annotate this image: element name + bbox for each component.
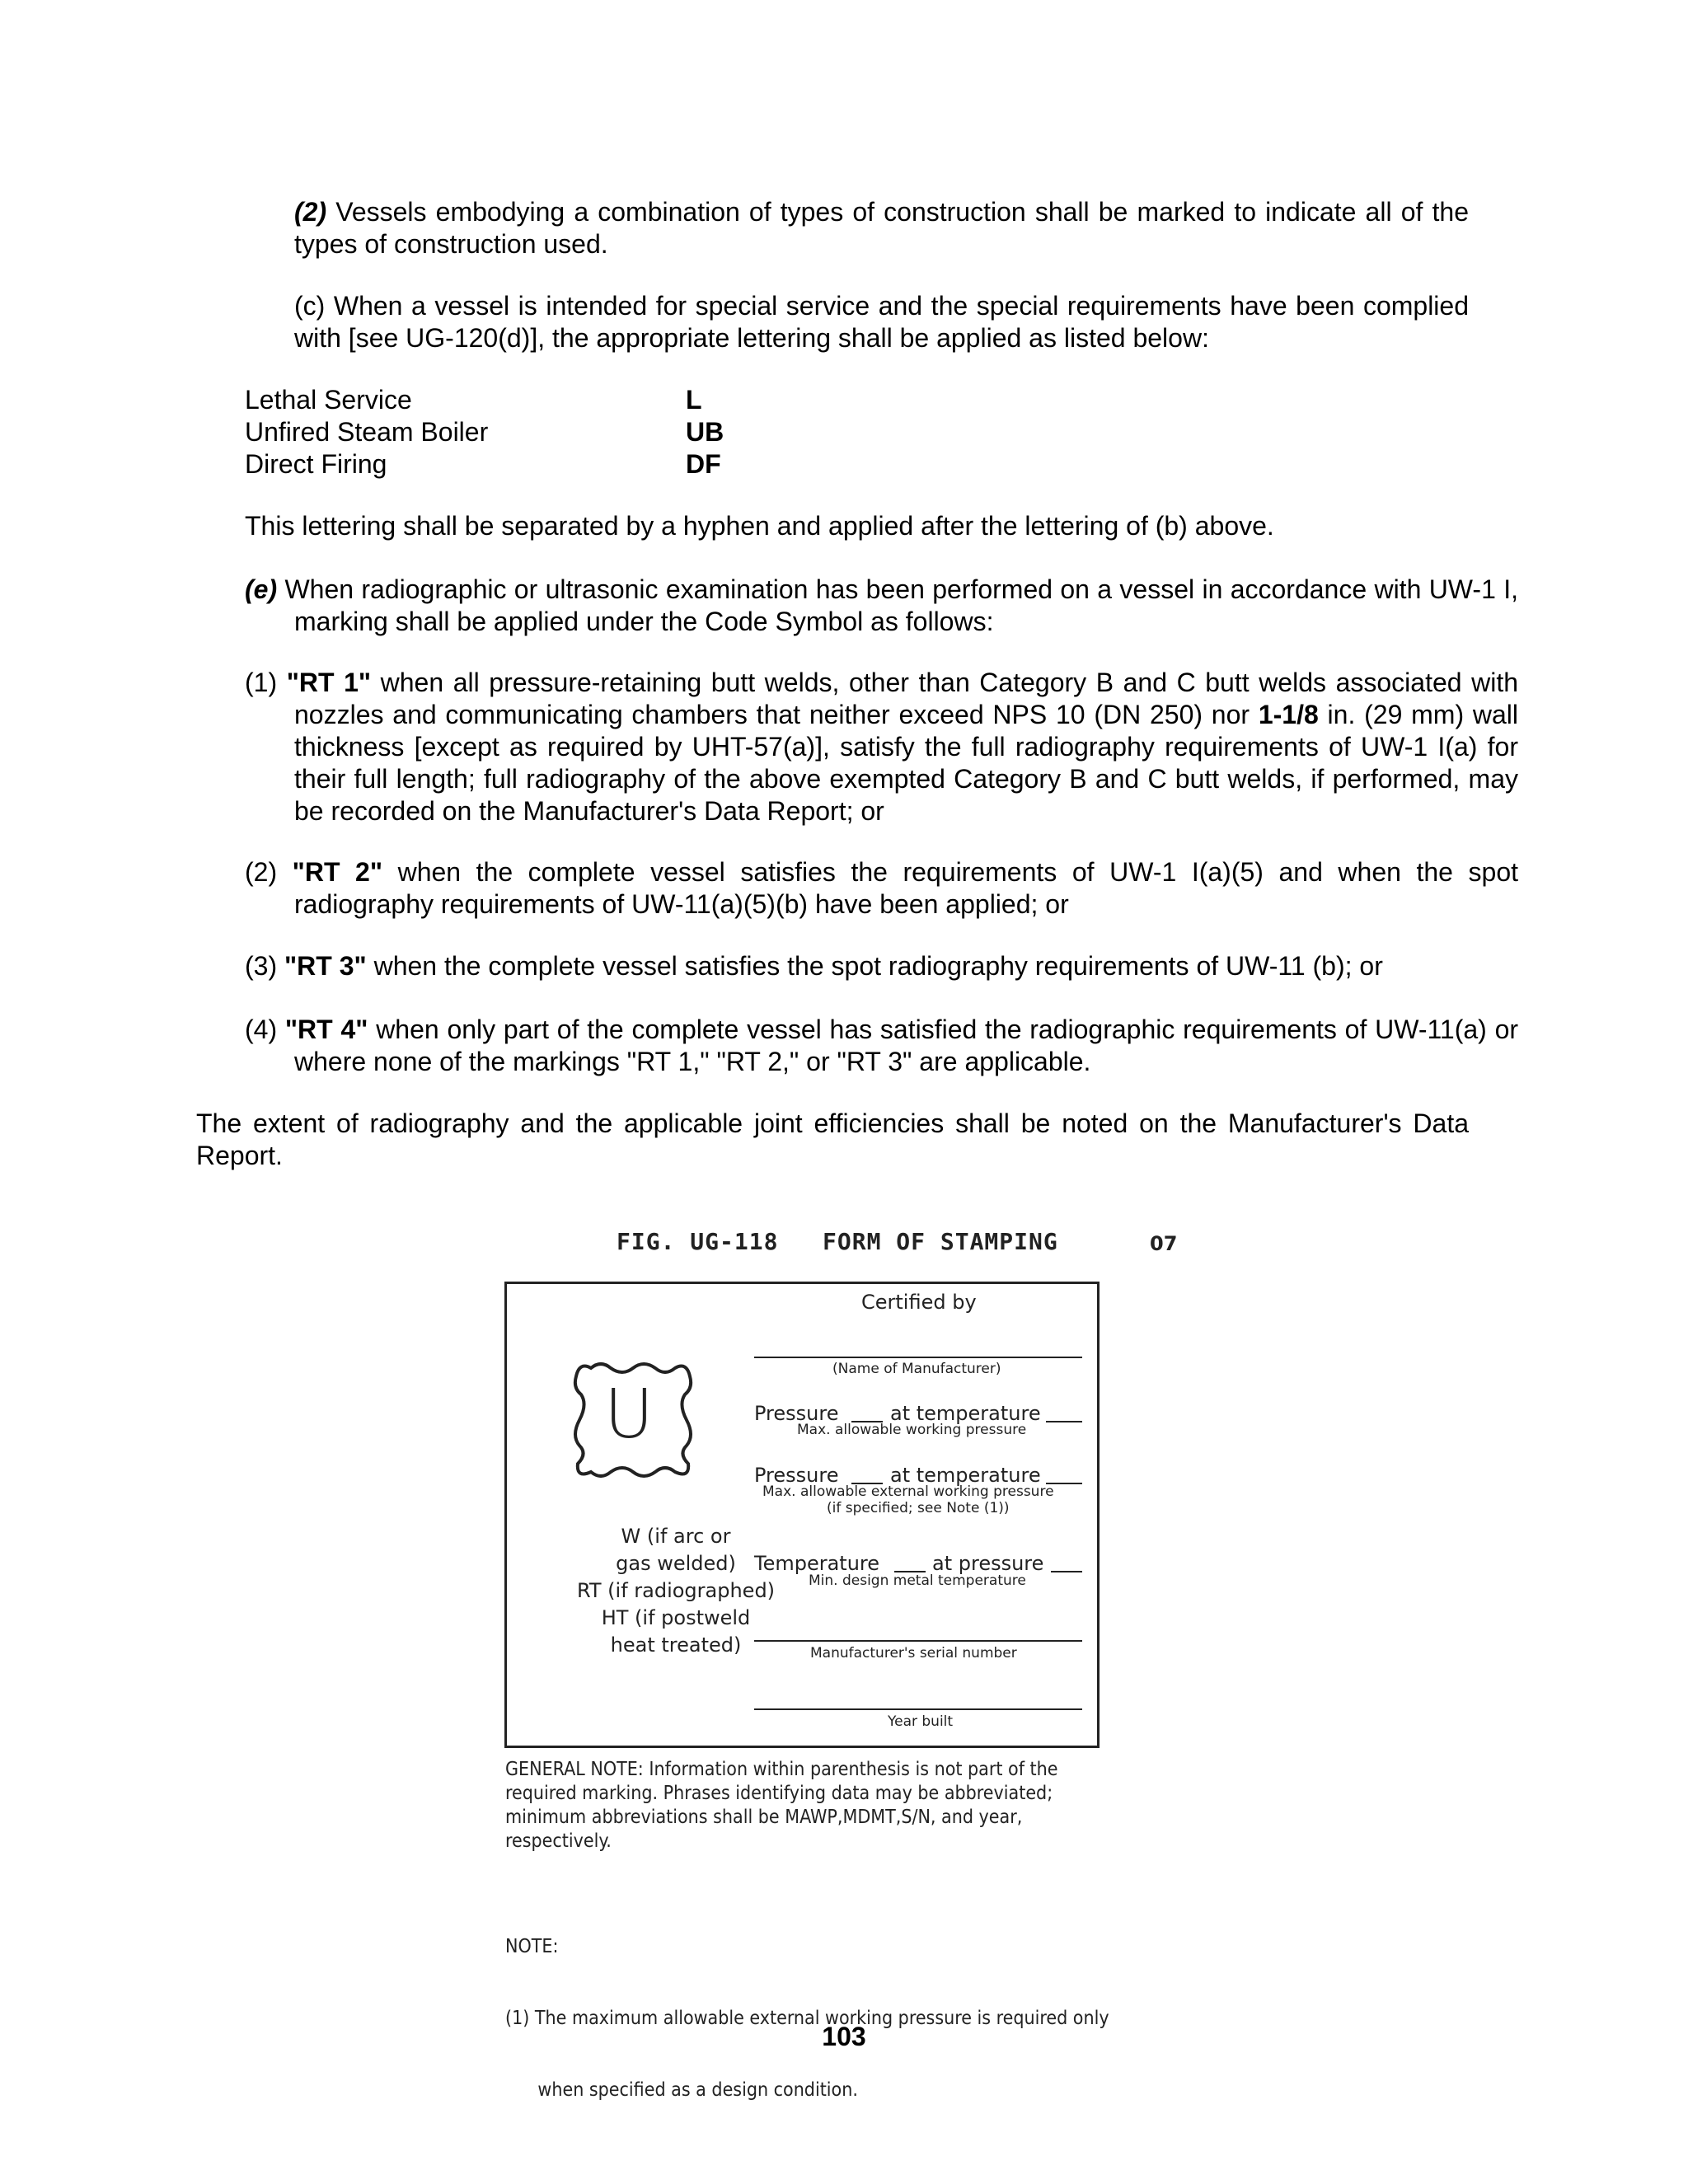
service-code: L xyxy=(686,385,702,415)
item-text: in. (29 mm) wall thickness [except as required by UHT-57(a)], satisfy the full radiography requirements of UW-1 I(a) for their full length; full radiography of the above exempted Category B and C butt welds, if performed, may be recorded on the Manufacturer's Data Report; or xyxy=(294,700,1519,826)
paragraph-2 xyxy=(294,196,1469,260)
at-pressure-label: at pressure xyxy=(932,1552,1044,1575)
pressure-label: Pressure xyxy=(754,1464,839,1487)
general-note-line: respectively. xyxy=(505,1830,612,1852)
extent-paragraph: The extent of radiography and the applicable joint efficiencies shall be noted on the Manufacturer's Data Report. xyxy=(196,1108,1469,1170)
service-code: UB xyxy=(686,417,724,447)
paragraph-text: Vessels embodying a combination of types of construction shall be marked to indicate all of the types of construction used. xyxy=(294,197,1469,259)
pressure-label: Pressure xyxy=(754,1402,839,1425)
serial-caption: Manufacturer's serial number xyxy=(810,1645,1017,1661)
rt-label: "RT 2" xyxy=(292,857,383,887)
item-number: (2) xyxy=(245,857,293,887)
item-text: when the complete vessel satisfies the spot radiography requirements of UW-11 (b); or xyxy=(366,951,1383,981)
service-name: Unfired Steam Boiler xyxy=(245,417,489,447)
mdmt-caption: Min. design metal temperature xyxy=(809,1572,1026,1589)
manufacturer-name-caption: (Name of Manufacturer) xyxy=(832,1361,1001,1377)
certified-by-label: Certified by xyxy=(861,1291,977,1314)
rt-label: "RT 1" xyxy=(286,668,372,697)
mawep-caption: Max. allowable external working pressure xyxy=(762,1483,1054,1500)
item-number: (4) xyxy=(245,1015,285,1044)
item-number: (1) xyxy=(245,668,287,697)
left-note-line: RT (if radiographed) xyxy=(576,1579,776,1602)
rt4-item xyxy=(245,1014,1518,1078)
service-name: Direct Firing xyxy=(245,449,387,479)
note xyxy=(505,1887,1109,2126)
thickness-value: 1-1/8 xyxy=(1258,700,1319,729)
code-symbol-letter: U xyxy=(604,1376,654,1454)
left-note-line: gas welded) xyxy=(616,1552,736,1575)
left-note-line: heat treated) xyxy=(610,1633,742,1657)
manufacturer-name-line xyxy=(754,1357,1082,1358)
service-name: Lethal Service xyxy=(245,385,412,415)
stamp-form xyxy=(504,1282,1100,1748)
mawp-caption: Max. allowable working pressure xyxy=(797,1422,1027,1438)
left-note-line: HT (if postweld xyxy=(601,1606,751,1629)
paragraph-text: When radiographic or ultrasonic examination has been performed on a vessel in accordance with UW-1 I, marking shall be applied under the Code Symbol as follows: xyxy=(277,574,1518,636)
year-caption: Year built xyxy=(888,1713,954,1730)
paragraph-number: (e) xyxy=(245,574,278,604)
paragraph-c: (c) When a vessel is intended for special service and the special requirements have been complied with [see UG-120(d)], the appropriate lettering shall be applied as listed below: xyxy=(294,291,1469,353)
figure-title: FIG. UG-118 FORM OF STAMPING xyxy=(617,1228,1058,1255)
rt-label: "RT 3" xyxy=(284,951,367,981)
rt3-item xyxy=(245,950,1518,982)
service-row-lethal xyxy=(245,384,822,416)
at-temperature-label: at temperature xyxy=(890,1402,1041,1425)
rt-label: "RT 4" xyxy=(284,1015,368,1044)
general-note xyxy=(505,1758,1058,1854)
page-number: 103 xyxy=(822,2022,866,2051)
service-row-direct-firing xyxy=(245,448,822,480)
item-text: when only part of the complete vessel has satisfied the radiographic requirements of UW-11(a) or where none of the markings "RT 1," "RT 2," or "RT 3" are applicable. xyxy=(294,1015,1519,1076)
blank-line xyxy=(1051,1571,1082,1572)
serial-line xyxy=(754,1640,1082,1642)
left-note-line: W (if arc or xyxy=(621,1525,731,1548)
year-line xyxy=(754,1708,1082,1710)
figure-number: 07 xyxy=(1150,1232,1178,1255)
paragraph-e xyxy=(245,574,1518,638)
item-number: (3) xyxy=(245,951,284,981)
temperature-label: Temperature xyxy=(754,1552,880,1575)
note-heading: NOTE: xyxy=(505,1936,559,1957)
item-text: when the complete vessel satisfies the requirements of UW-1 I(a)(5) and when the spot radiography requirements of UW-11(a)(5)(b) have been applied; or xyxy=(294,857,1519,919)
rt2-item xyxy=(245,856,1518,921)
rt1-item xyxy=(245,667,1518,827)
service-code: DF xyxy=(686,449,721,479)
if-specified-caption: (if specified; see Note (1)) xyxy=(827,1500,1010,1516)
left-notes xyxy=(573,1523,779,1659)
lettering-paragraph: This lettering shall be separated by a hyphen and applied after the lettering of (b) above. xyxy=(245,511,1274,541)
blank-line xyxy=(1046,1421,1082,1422)
item-text: when all pressure-retaining butt welds, other than Category B and C butt welds associated with nozzles and communicating chambers that neither exceed NPS 10 (DN 250) nor xyxy=(294,668,1519,729)
general-note-line: GENERAL NOTE: Information within parenthesis is not part of the xyxy=(505,1759,1058,1780)
service-row-unfired-steam-boiler xyxy=(245,416,822,448)
general-note-line: minimum abbreviations shall be MAWP,MDMT,S/N, and year, xyxy=(505,1807,1023,1828)
general-note-line: required marking. Phrases identifying data may be abbreviated; xyxy=(505,1783,1053,1804)
note-line: when specified as a design condition. xyxy=(505,2079,858,2101)
note-line: (1) The maximum allowable external working pressure is required only xyxy=(505,2008,1109,2029)
paragraph-number: (2) xyxy=(294,197,327,227)
at-temperature-label: at temperature xyxy=(890,1464,1041,1487)
